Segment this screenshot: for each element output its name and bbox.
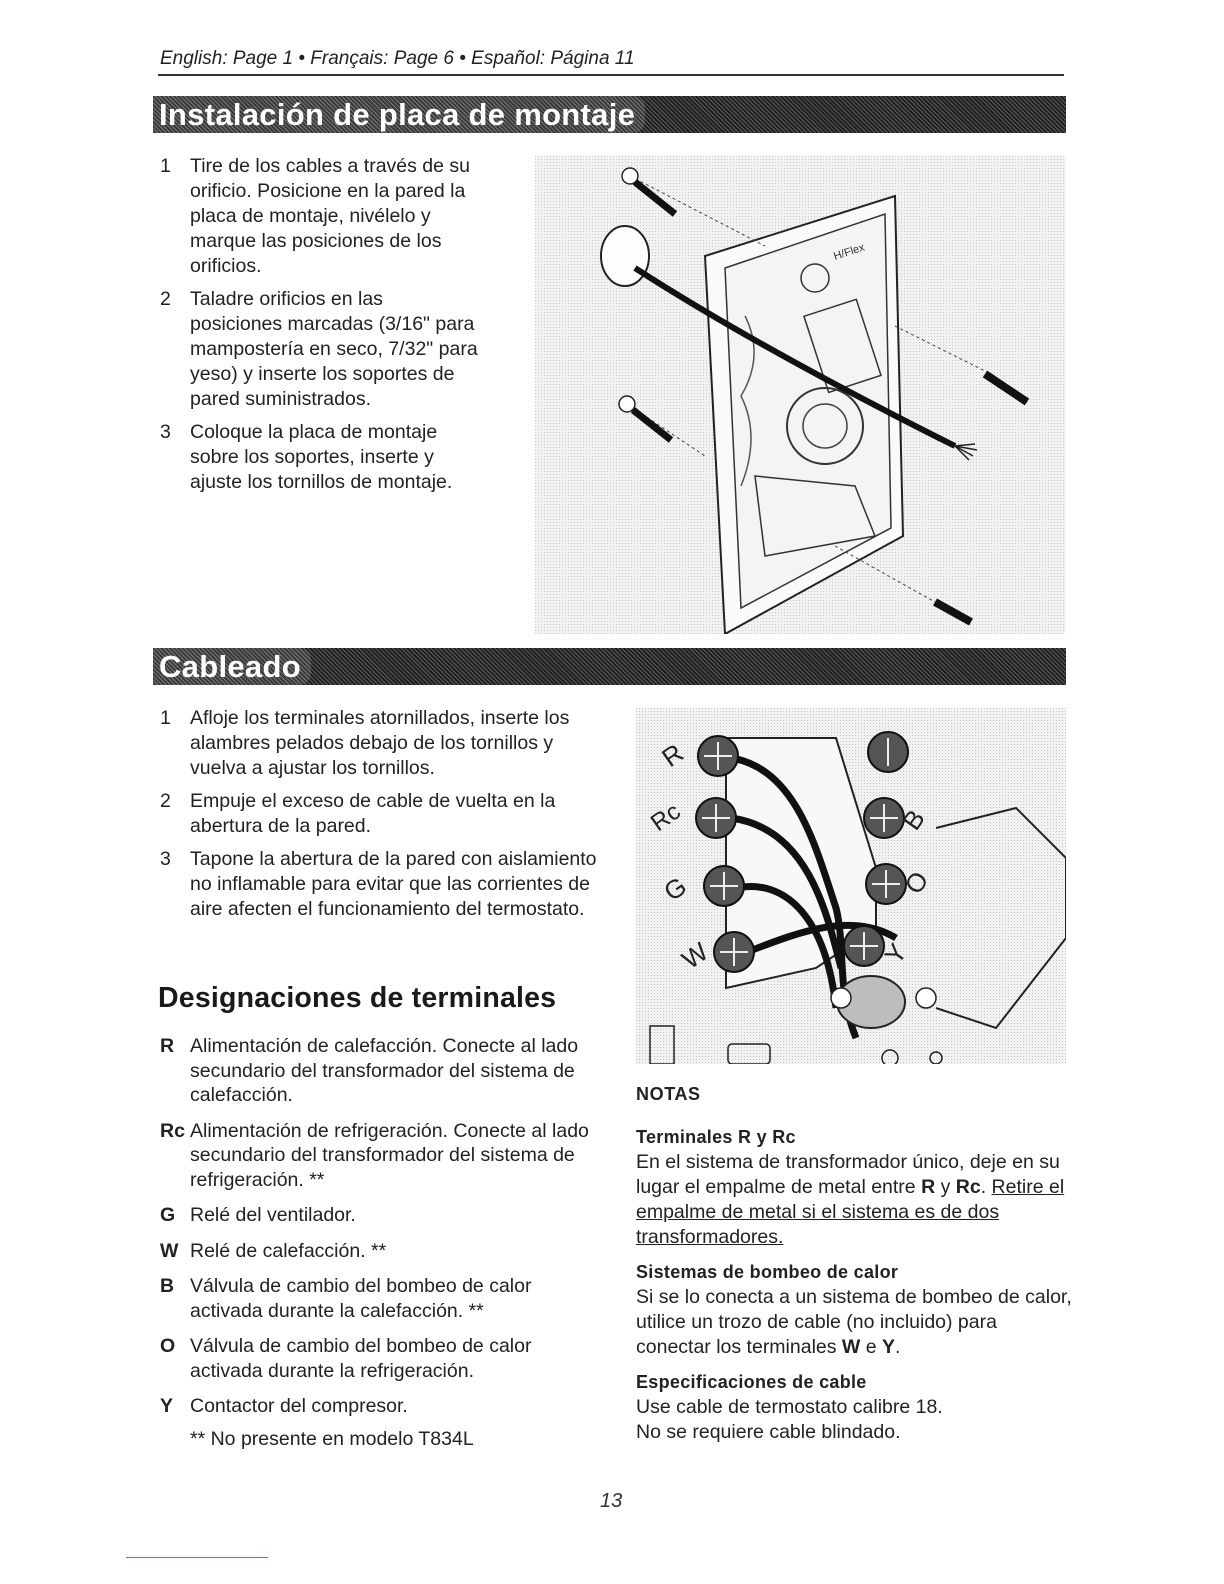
terminal-label-y: Y: [878, 938, 913, 970]
terminal-label-rc: Rc: [645, 797, 686, 837]
section-banner-mounting: [153, 96, 1066, 133]
terminal-item-rc: Rc Alimentación de refrigeración. Conecte al lado secundario del transformador del sistema de refrigeración. **: [160, 1119, 589, 1191]
adjuster-screw-left: [831, 988, 851, 1008]
adjuster-screw-right: [916, 988, 936, 1008]
terminal-label-r: R: [656, 737, 689, 773]
plate-brand-label: H/Flex: [832, 241, 867, 263]
note-cable-title: Especificaciones de cable: [636, 1372, 867, 1392]
terminal-item-g: G Relé del ventilador.: [160, 1204, 356, 1226]
terminal-label-b: B: [896, 804, 931, 836]
terminal-label-o: O: [898, 865, 935, 900]
section-title-wiring: Cableado: [153, 648, 311, 685]
wall-hole: [601, 226, 649, 286]
terminal-screw-rc: [696, 798, 736, 838]
terminal-item-o: O Válvula de cambio del bombeo de calor activada durante la refrigeración.: [160, 1335, 532, 1382]
terminal-label-w: W: [676, 936, 714, 975]
wiring-step-1: 1 Afloje los terminales atornillados, inserte los alambres pelados debajo de los tornillos y vuelva a ajustar los tornillos.: [160, 707, 570, 779]
wiring-steps: [160, 706, 600, 930]
mounting-plate-illustration: [535, 156, 1065, 634]
mounting-step-1: 1 Tire de los cables a través de su orificio. Posicione en la pared la placa de montaje, nivélelo y marque las posiciones de los orificios.: [160, 155, 470, 277]
notes-panel: [636, 1084, 1076, 1445]
header-rule: [158, 74, 1064, 76]
wiring-step-2: 2 Empuje el exceso de cable de vuelta en la abertura de la pared.: [160, 790, 556, 837]
page-cross-reference: English: Page 1 • Français: Page 6 • Español: Página 11: [160, 48, 635, 69]
terminal-screw-g: [704, 866, 744, 906]
terminal-item-r: R Alimentación de calefacción. Conecte al lado secundario del transformador del sistema de calefacción.: [160, 1035, 579, 1106]
note-rrc-underlined: Retire el empalme de metal si el sistema es de dos transformadores.: [636, 1176, 1065, 1248]
mounting-steps: [160, 154, 480, 503]
footer-rule: [126, 1557, 268, 1558]
terminal-footnote: ** No presente en modelo T834L: [190, 1427, 474, 1450]
terminal-item-w: W Relé de calefacción. **: [160, 1239, 387, 1262]
terminal-label-g: G: [658, 870, 693, 907]
note-heatpump-body: Si se lo conecta a un sistema de bombeo de calor, utilice un trozo de cable (no incluido) para conectar los terminales W e Y.: [636, 1286, 1072, 1358]
terminal-list: [160, 1034, 600, 1451]
terminal-screw-y: [844, 926, 884, 966]
terminal-item-y: Y Contactor del compresor.: [160, 1395, 408, 1417]
section-banner-wiring: [153, 648, 1066, 685]
terminal-wiring-illustration: [636, 708, 1066, 1064]
terminal-item-b: B Válvula de cambio del bombeo de calor activada durante la calefacción. **: [160, 1275, 532, 1322]
section-title-mounting: Instalación de placa de montaje: [153, 96, 645, 133]
terminal-screw-top-right: [868, 732, 908, 772]
note-heatpump-title: Sistemas de bombeo de calor: [636, 1262, 899, 1282]
note-rrc-title: Terminales R y Rc: [636, 1127, 796, 1147]
note-rrc-body: En el sistema de transformador único, deje en su lugar el empalme de metal entre R y Rc. Retire el empalme de metal si el sistema es de dos transformadores.: [636, 1151, 1065, 1248]
notes-title: NOTAS: [636, 1084, 701, 1104]
note-cable-body: Use cable de termostato calibre 18. No se requiere cable blindado.: [636, 1396, 943, 1443]
page-number: 13: [600, 1490, 623, 1512]
wiring-step-3: 3 Tapone la abertura de la pared con aislamiento no inflamable para evitar que las corrientes de aire afecten el funcionamiento del termostato.: [160, 848, 597, 920]
terminals-heading: Designaciones de terminales: [158, 982, 557, 1014]
mounting-step-3: 3 Coloque la placa de montaje sobre los soportes, inserte y ajuste los tornillos de montaje.: [160, 421, 453, 493]
terminal-screw-r: [698, 736, 738, 776]
mounting-step-2: 2 Taladre orificios en las posiciones marcadas (3/16" para mampostería en seco, 7/32" para yeso) y inserte los soportes de pared suministrados.: [160, 288, 478, 410]
terminal-screw-w: [714, 932, 754, 972]
